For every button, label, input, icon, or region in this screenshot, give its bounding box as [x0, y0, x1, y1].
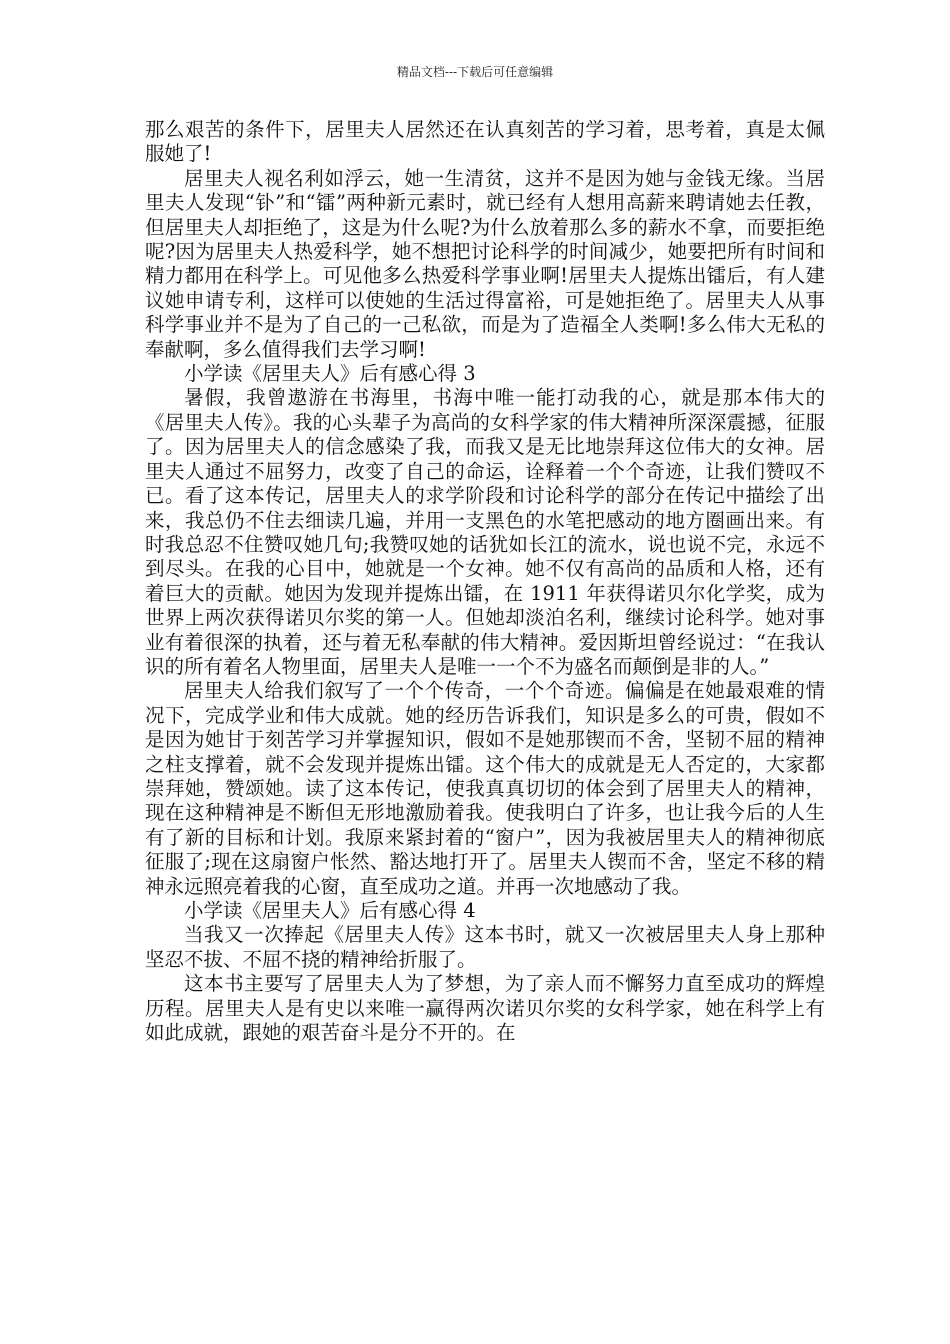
paragraph-continuation: 那么艰苦的条件下，居里夫人居然还在认真刻苦的学习着，思考着，真是太佩服她了! [145, 118, 825, 166]
page-header: 精品文档---下载后可任意编辑 [396, 65, 554, 79]
paragraph-fame-and-wealth: 居里夫人视名利如浮云，她一生清贫，这并不是因为她与金钱无缘。当居里夫人发现“钋”和“镭”两种新元素时，就已经有人想用高薪来聘请她去任教，但居里夫人却拒绝了，这是为什么呢?为什么放着那么多的薪水不拿，而要拒绝呢?因为居里夫人热爱科学，她不想把讨论科学的时间减少，她要把所有时间和精力都用在科学上。可见他多么热爱科学事业啊!居里夫人提炼出镭后，有人建议她申请专利，这样可以使她的生活过得富裕，可是她拒绝了。居里夫人从事科学事业并不是为了自己的一己私欲，而是为了造福全人类啊!多么伟大无私的奉献啊，多么值得我们去学习啊! [145, 166, 825, 361]
paragraph-legend: 居里夫人给我们叙写了一个个传奇，一个个奇迹。偏偏是在她最艰难的情况下，完成学业和伟大成就。她的经历告诉我们，知识是多么的可贵，假如不是因为她甘于刻苦学习并掌握知识，假如不是她那锲而不舍，坚韧不屈的精神之柱支撑着，就不会发现并提炼出镭。这个伟大的成就是无人否定的，大家都崇拜她，赞颂她。读了这本传记，使我真真切切的体会到了居里夫人的精神，现在这种精神是不断但无形地激励着我。使我明白了许多，也让我今后的人生有了新的目标和计划。我原来紧封着的“窗户”，因为我被居里夫人的精神彻底征服了;现在这扇窗户怅然、豁达地打开了。居里夫人锲而不舍，坚定不移的精神永远照亮着我的心窗，直至成功之道。并再一次地感动了我。 [145, 679, 825, 898]
paragraph-again-reading: 当我又一次捧起《居里夫人传》这本书时，就又一次被居里夫人身上那种坚忍不拔、不屈不挠的精神给折服了。 [145, 923, 825, 971]
paragraph-book-summary: 这本书主要写了居里夫人为了梦想，为了亲人而不懈努力直至成功的辉煌历程。居里夫人是有史以来唯一赢得两次诺贝尔奖的女科学家，她在科学上有如此成就，跟她的艰苦奋斗是分不开的。在 [145, 972, 825, 1045]
section-heading-3: 小学读《居里夫人》后有感心得 3 [184, 362, 476, 386]
section-heading-4: 小学读《居里夫人》后有感心得 4 [184, 899, 476, 922]
paragraph-summer-reading: 暑假，我曾遨游在书海里，书海中唯一能打动我的心，就是那本伟大的《居里夫人传》。我的心头辈子为高尚的女科学家的伟大精神所深深震撼，征服了。因为居里夫人的信念感染了我，而我又是无比地崇拜这位伟大的女神。居里夫人通过不屈努力，改变了自己的命运，诠释着一个个奇迹，让我们赞叹不已。看了这本传记，居里夫人的求学阶段和讨论科学的部分在传记中描绘了出来，我总仍不住去细读几遍，并用一支黑色的水笔把感动的地方圈画出来。有时我总忍不住赞叹她几句;我赞叹她的话犹如长江的流水，说也说不完，永远不到尽头。在我的心目中，她就是一个女神。她不仅有高尚的品质和人格，还有着巨大的贡献。她因为发现并提炼出镭，在 1911 年获得诺贝尔化学奖，成为世界上两次获得诺贝尔奖的第一人。但她却淡泊名利，继续讨论科学。她对事业有着很深的执着，还与着无私奉献的伟大精神。爱因斯坦曾经说过：“在我认识的所有着名人物里面，居里夫人是唯一一个不为盛名而颠倒是非的人。” [145, 386, 825, 678]
document-body [145, 118, 825, 1045]
